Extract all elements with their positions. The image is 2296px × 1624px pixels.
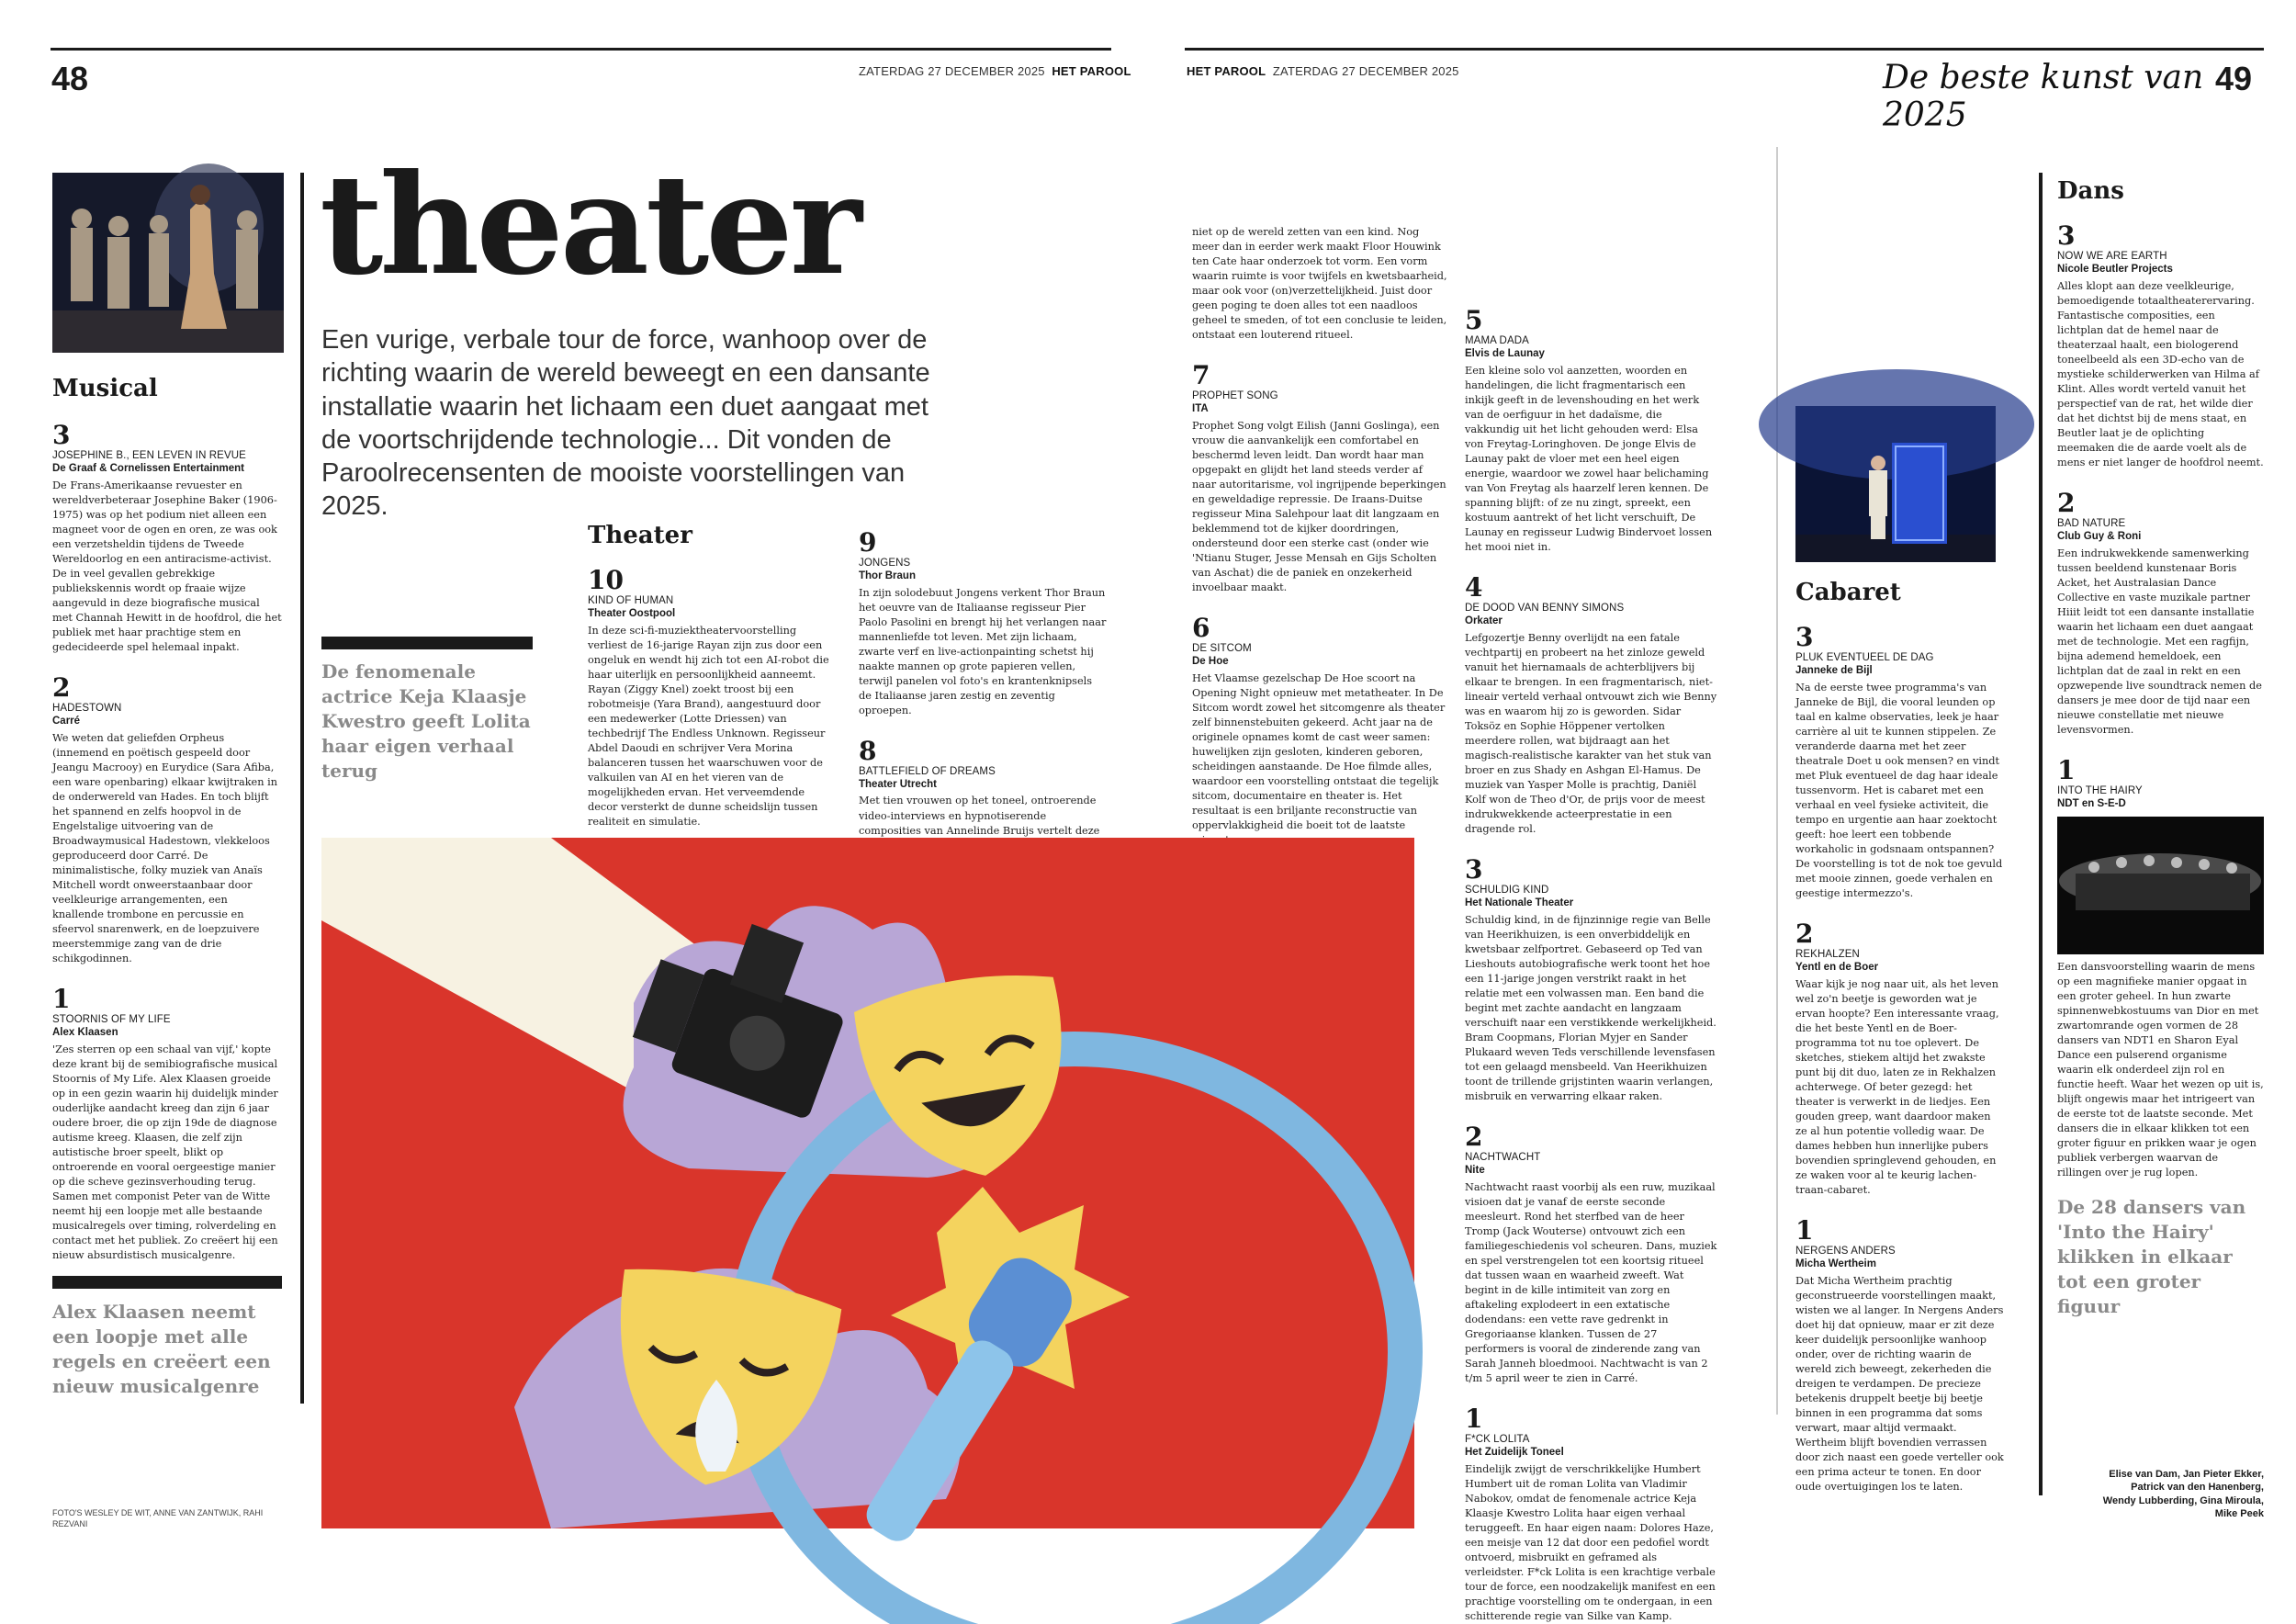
rank: 3 [2057, 220, 2076, 251]
show-review: Een kleine solo vol aanzetten, woorden en handelingen, die licht fragmentarisch een inkijk geeft in de levenshouding en het werk van de oerfiguur in het dadaïsme, die vakkundig uit het licht gehouden werd: Elsa von Freytag-Loringhoven. De jonge Elvis de Launay pakt de vloer met een heel eigen energie, waardoor we zowel haar belichaming van Von Freytag als haarzelf leren kennen. De spanning blijft: of ze nu zingt, spreekt, een kostuum aantrekt of het licht verschuift, De Launay en regisseur Ludwig Bindervoet lossen het mooi niet in. [1465, 364, 1713, 553]
musical-item-3 [52, 420, 282, 655]
show-org: Club Guy & Roni [2057, 530, 2142, 542]
show-title: HADESTOWN [52, 702, 122, 714]
musical-heading: Musical [52, 375, 158, 402]
rank: 5 [1465, 305, 1483, 335]
show-org: Thor Braun [859, 570, 916, 581]
show-title: NACHTWACHT [1465, 1152, 1541, 1164]
show-org: ITA [1192, 403, 1209, 415]
show-org: Nicole Beutler Projects [2057, 263, 2173, 275]
show-review: Een indrukwekkende samenwerking tussen beeldend kunstenaar Boris Acket, het Australasian Dance Collective en vaste muzikale partner Hiiit leidt tot een dansante installatie waarin het lichaam een duet aangaat met de technologie. Met een ragfijn, bijna ademend hemeldoek, een lichtplan dat de zaal in rekt en een opzwepende live soundtrack nemen de dansers je mee door de tijd naar een nieuwe constellatie met nieuwe levensvormen. [2057, 547, 2262, 736]
rank: 1 [1465, 1404, 1483, 1435]
show-review: Eindelijk zwijgt de verschrikkelijke Humbert Humbert uit de roman Lolita van Vladimir Nabokov, omdat de fenomenale actrice Keja Klaasje Kwestro Lolita haar eigen verhaal teruggeeft. En haar eigen naam: Dolores Haze, een meisje van 12 dat door een pedofiel wordt ontvoerd, misbruikt en geframed als verleidster. F*ck Lolita is een krachtige verbale tour de force, een noodzakelijk manifest en een prachtige voorstelling om te ondergaan, in een schitterende regie van Silke van Kamp. [1465, 1462, 1716, 1622]
show-title: MAMA DADA [1465, 335, 1529, 346]
cabaret-item-1 [1795, 1215, 2005, 1494]
theater-heading: Theater [588, 522, 692, 549]
show-review: Schuldig kind, in de fijnzinnige regie van Belle van Heerikhuizen, is een onverbiddelijk en kwetsbaar zelfportret. Gebaseerd op Ted van Lieshouts autobiografische werk toont het hoe een 11-jarige jongen verstrikt raakt in het relatie met een volwassen man. Een band die begint met zachte aandacht en langzaam verschuift naar een verstikkende werkelijkheid. Bram Coopmans, Florian Myjer en Sander Plukaard weven Teds verschillende levensfasen tot een gelaagd mensbeeld. Van Heerikhuizen toont de trillende grijstinten waarin verlangen, misbruik en verwarring elkaar raken. [1465, 913, 1716, 1102]
show-review: In zijn solodebuut Jongens verkent Thor Braun het oeuvre van de Italiaanse regisseur Pier Paolo Pasolini en brengt hij het verlangen naar mannenliefde tot leven. Met zijn lichaam, zwarte verf en live-actionpainting schetst hij naakte mannen op grote papieren vellen, terwijl panelen vol foto's en krantenknipsels de Italiaanse jaren zestig en zeventig oproepen. [859, 586, 1107, 716]
rank: 8 [859, 735, 877, 766]
show-title: PLUK EVENTUEEL DE DAG [1795, 652, 1934, 663]
rank: 9 [859, 527, 877, 558]
header-date: ZATERDAG 27 DECEMBER 2025 [859, 64, 1045, 78]
theater-item-1 [1465, 1406, 1717, 1624]
dans-item-3 [2057, 220, 2264, 470]
show-org: Alex Klaasen [52, 1026, 118, 1038]
show-review: Prophet Song volgt Eilish (Janni Goslinga), een vrouw die aanvankelijk een comfortabel en beschermd leven leidt. Dan wordt haar man opgepakt en glijdt het land steeds verder af naar autoritarisme, vol ingrijpende beperkingen en geweldadige repressie. De Iraans-Duitse regisseur Mina Salehpour laat dit langzaam en beklemmend tot de kijker doordringen, ondersteund door een sterke cast (onder wie 'Ntianu Stuger, Jesse Mensah en Gijs Scholten van Aschat) die de paniek en onzekerheid invoelbaar maakt. [1192, 419, 1446, 594]
show-org: Elvis de Launay [1465, 347, 1545, 359]
dans-heading: Dans [2057, 177, 2124, 205]
theater-item-5 [1465, 305, 1717, 555]
cabaret-item-3 [1795, 622, 2005, 901]
show-org: Carré [52, 715, 81, 727]
theater-illustration [321, 838, 1414, 1528]
rank: 2 [1465, 1122, 1483, 1153]
show-title: STOORNIS OF MY LIFE [52, 1014, 171, 1026]
header-paper-right: HET PAROOL [1187, 64, 1266, 78]
show-title: NOW WE ARE EARTH [2057, 251, 2167, 262]
show-title: JOSEPHINE B., EEN LEVEN IN REVUE [52, 450, 246, 461]
show-org: Theater Oostpool [588, 607, 676, 619]
dans-photo [2057, 817, 2264, 954]
header-date-right: ZATERDAG 27 DECEMBER 2025 [1272, 64, 1459, 78]
cabaret-photo [1795, 406, 1996, 562]
show-review: Lefgozertje Benny overlijdt na een fatale vechtpartij en probeert na het zinloze geweld vanuit het hiernamaals de achterblijvers bij elkaar te brengen. In een fragmentarisch, niet-lineair verteld verhaal ontvouwt zich wie Benny was en waarom hij zo is geworden. Sidar Toksöz en Sophie Höppener vertolken meerdere rollen, wat bijdraagt aan het magisch-realistische karakter van het stuk van broer en zus Shady en Ashgan El-Hamus. De muziek van Yasper Molle is prachtig, Daniël Kolf won de Theo d'Or, de prijs voor de meest indrukwekkende acteerprestatie in een dragende rol. [1465, 631, 1717, 835]
page-number-right: 49 [2215, 60, 2253, 97]
show-review: Na de eerste twee programma's van Janneke de Bijl, die vooral leunden op taal en kalme observaties, leek je haar carrière al uit te kunnen stippelen. Ze veranderde daarna met het zeer theatrale Doet u ook mensen? en vindt met Pluk eventueel de dag haar ideale tussenvorm. Het is cabaret met een verhaal en veel fysieke activiteit, die tempo en urgentie aan haar zoektocht geeft: hoe leert een tobbende workaholic in godsnaam ontspannen? De voorstelling is tot de nok toe gevuld met mooie zinnen, goede verhalen en geestige intermezzo's. [1795, 681, 2003, 900]
show-review: Nachtwacht raast voorbij als een ruw, muzikaal visioen dat je vanaf de eerste seconde meesleurt. Rond het sterfbed van de heer Tromp (Jack Wouterse) ontvouwt zich een familiegeschiedenis vol scheuren. Dans, muziek en spel verstrengelen tot een koortsig ritueel dat tussen waan en waarheid zweeft. Wat begint in de kille intimiteit van zorg en aftakeling explodeert in een extatische dodendans: een vette rave gedrenkt in Gregoriaanse klanken. Tussen de 27 performers is vooral de zinderende zang van Sarah Janneh bloedmooi. Nachtwacht is van 2 t/m 5 april weer te zien in Carré. [1465, 1180, 1717, 1385]
rank: 1 [1795, 1215, 1814, 1246]
show-review: Een dansvoorstelling waarin de mens op een magnifieke manier opgaat in een groter geheel. In hun zwarte spinnenwebkostuums van Dior en met zwartomrande ogen vormen de 28 dansers van NDT1 en Sharon Eyal Dance een pulserend organisme waarin elk onderdeel zijn rol en functie heeft. Waar het wezen op uit is, blijft ongewis maar het intrigeert van de eerste tot de laatste seconde. Met dansers die in elkaar klikken tot een groter figuur en prikken waar je ogen publiek verbergen waarvan de rillingen over je rug lopen. [2057, 960, 2264, 1179]
show-title: JONGENS [859, 558, 911, 569]
show-title: DE DOOD VAN BENNY SIMONS [1465, 603, 1625, 614]
pull-quote-bar [52, 1276, 282, 1289]
show-title: REKHALZEN [1795, 949, 1860, 961]
show-review: 'Zes sterren op een schaal van vijf,' kopte deze krant bij de semibiografische musical Stoornis of My Life. Alex Klaasen groeide op in een gezin waarin hij duidelijk minder ouderlijke aandacht kreeg dan zijn 6 jaar oudere broer, die op zijn 19de de diagnose autisme kreeg. Klaasen, die zelf zijn autistische broer speelt, blikt op ontroerende en vooral oergeestige manier op die scheve gezinsverhouding terug. Samen met componist Peter van de Witte neemt hij een loopje met alle bestaande musicalregels over timing, rolverdeling en contact met het publiek. Zo creëert hij een nieuw absurdistisch musicalgenre. [52, 1043, 278, 1262]
show-title: BATTLEFIELD OF DREAMS [859, 765, 996, 777]
show-org: De Graaf & Cornelissen Entertainment [52, 462, 244, 474]
page-number-left: 48 [51, 60, 89, 97]
rank: 2 [52, 671, 71, 703]
show-org: Het Zuidelijk Toneel [1465, 1446, 1564, 1458]
show-org: Nite [1465, 1164, 1485, 1176]
show-review: Waar kijk je nog naar uit, als het leven wel zo'n beetje is geworden wat je ervan hoopte? Een interessante vraag, die het beste Yentl en de Boer-programma tot nu toe oplevert. De sketches, stiekem altijd het zwakste punt bij dit duo, laten ze in Rekhalzen achterwege. Of beter gezegd: het theater is verwerkt in de liedjes. Een gouden greep, want daardoor maken ze al hun potentie volledig waar. De dames hebben hun innerlijke pubers bovendien springlevend gehouden, en ze waken voor al te keurig lachen-traan-cabaret. [1795, 977, 1999, 1197]
show-review: Alles klopt aan deze veelkleurige, bemoedigende totaaltheaterervaring. Fantastische composities, een lichtplan dat de hemel naar de theaterzaal haalt, een biologerend toneelbeeld als een 3D-echo van de mystieke schilderwerken van Hilma af Klint. Alles wordt verteld vanuit het perspectief van de rat, het wilde dier dat het dichtst bij de mens staat, en Beutler laat je de oplichting meemaken die de aarde voelt als de mens er niet langer de hoofdrol neemt. [2057, 279, 2264, 468]
pull-quote-bar-main [321, 637, 533, 649]
show-review: We weten dat geliefden Orpheus (innemend en poëtisch gespeeld door Jeangu Macrooy) en Eurydice (Sara Afiba, een ware openbaring) elkaar kwijtraken in de onderwereld van Hades. En toch blijft het spannend en zelfs hoopvol in de Engelstalige uitvoering van de Broadwaymusical Hadestown, vlekkeloos geproduceerd door Carré. De minimalistische, folky muziek van Anaïs Mitchell wordt onweerstaanbaar door veelkleurige arrangementen, een knallende trombone en percussie en sfeervol snarenwerk, en de loepzuivere meerstemmige zang van de drie schikgodinnen. [52, 731, 277, 965]
musical-item-1 [52, 984, 282, 1263]
rank: 10 [588, 565, 624, 595]
show-title: SCHULDIG KIND [1465, 885, 1549, 897]
show-title: PROPHET SONG [1192, 390, 1278, 402]
show-title: DE SITCOM [1192, 643, 1252, 655]
rank: 6 [1192, 613, 1210, 644]
show-review: In deze sci-fi-muziektheatervoorstelling verliest de 16-jarige Rayan zijn zus door een ongeluk en wendt hij zich tot een AI-robot die haar uiterlijk en persoonlijkheid aanneemt. Rayan (Ziggy Knel) zoekt troost bij een robotmeisje (Yara Brand), aangestuurd door een medewerker (Lotte Driessen) van techbedrijf The Endless Unknown. Regisseur Abdel Daoudi en schrijver Vera Morina balanceren tussen het waarschuwen voor de valkuilen van AI en het vieren van de mogelijkheden ervan. Het verveemdende decor versterkt de dunne scheidslijn tussen realiteit en simulatie. [588, 624, 829, 828]
show-org: NDT en S-E-D [2057, 797, 2126, 809]
cabaret-item-2 [1795, 921, 2005, 1198]
theater-item-6 [1192, 615, 1449, 848]
show-org: Het Nationale Theater [1465, 897, 1574, 908]
header-paper: HET PAROOL [1052, 64, 1131, 78]
rank: 3 [52, 420, 71, 450]
header-right [1187, 64, 1459, 78]
rank: 1 [2057, 755, 2076, 785]
show-title: KIND OF HUMAN [588, 595, 674, 606]
show-org: Orkater [1465, 615, 1503, 626]
musical-item-2 [52, 671, 282, 966]
theater-item-3 [1465, 854, 1717, 1104]
show-title: NERGENS ANDERS [1795, 1246, 1896, 1257]
rank: 2 [1795, 919, 1814, 950]
show-org: De Hoe [1192, 656, 1229, 668]
dans-item-2 [2057, 488, 2264, 738]
show-title: INTO THE HAIRY [2057, 785, 2143, 796]
theater-continuation: niet op de wereld zetten van een kind. Nog meer dan in eerder werk maakt Floor Houwink ten Cate haar onderzoek tot vorm. Een vorm waarin ruimte is voor twijfels en kwetsbaarheid, maar ook voor (on)verzettelijkheid. Juist door geen poging te doen alles tot een naadloos geheel te smeden, of tot een conclusie te leiden, ontstaat een louterend ritueel. [1192, 226, 1447, 342]
show-org: Janneke de Bijl [1795, 664, 1873, 676]
show-title: BAD NATURE [2057, 518, 2126, 529]
authors-credit: Elise van Dam, Jan Pieter Ekker, Patrick van den Hanenberg, Wendy Lubberding, Gina Miroula, Mike Peek [2102, 1469, 2264, 1519]
musical-pull-quote: Alex Klaasen neemt een loopje met alle regels en creëert een nieuw musicalgenre [52, 1301, 271, 1398]
rank: 7 [1192, 360, 1210, 391]
show-review: Met tien vrouwen op het toneel, ontroerende video-interviews en hypnotiserende composities van Annelinde Bruijs vertelt deze [859, 795, 1100, 837]
theater-item-4 [1465, 572, 1717, 837]
musical-photo [52, 173, 284, 353]
theater-item-10 [588, 565, 836, 829]
rank: 2 [2057, 488, 2076, 518]
intro-text: Een vurige, verbale tour de force, wanhoop over de richting waarin de wereld beweegt en een dansante installatie waarin het lichaam een duet aangaat met de voortschrijdende technologie... Dit vonden de Paroolrecensenten de mooiste voorstellingen van 2025. [321, 325, 930, 522]
main-pull-quote: De fenomenale actrice Keja Klaasje Kwestro geeft Lolita haar eigen verhaal terug [321, 660, 531, 782]
dans-pull-quote: De 28 dansers van 'Into the Hairy' klikken in elkaar tot een groter figuur [2057, 1196, 2246, 1318]
show-org: Yentl en de Boer [1795, 961, 1879, 973]
theater-item-7 [1192, 360, 1449, 595]
dans-item-1 [2057, 755, 2264, 1180]
series-title: De beste kunst van 2025 [1883, 59, 2204, 134]
theater-item-9 [859, 527, 1107, 718]
theater-item-2 [1465, 1124, 1717, 1386]
header-left [859, 64, 1131, 78]
show-org: Micha Wertheim [1795, 1257, 1876, 1269]
photo-credit: FOTO'S WESLEY DE WIT, ANNE VAN ZANTWIJK, RAHI REZVANI [52, 1508, 264, 1528]
show-org: Theater Utrecht [859, 778, 937, 790]
rank: 3 [1465, 854, 1483, 885]
page-headline: theater [320, 144, 859, 306]
show-review: De Frans-Amerikaanse revuester en wereldverbeteraar Josephine Baker (1906-1975) was op het podium niet alleen een magneet voor de ogen en oren, ze was ook een verzetsheldin tijdens de Tweede Wereldoorlog en een antiracisme-activist. De in veel gevallen gebrekkige publiekskennis wordt op fraaie wijze aangevuld in deze biografische musical met Channah Hewitt in de hoofdrol, die het publiek met haar prachtige stem en gedecideerde spel helemaal inpakt. [52, 479, 282, 653]
rank: 3 [1795, 622, 1814, 652]
show-title: F*CK LOLITA [1465, 1434, 1530, 1446]
show-review: Het Vlaamse gezelschap De Hoe scoort na Opening Night opnieuw met metatheater. In De Sitcom wordt zowel het sitcomgenre als theater zelf binnenstebuiten gekeerd. Acht jaar na de originele opnames komt de cast weer samen: huwelijken zijn gesloten, kinderen geboren, scheidingen aanstaande. De Hoe filmde alles, waardoor een voorstelling ontstaat die tegelijk sitcom, documentaire en theater is. Het resultaat is een briljante reconstructie van oppervlakkigheid die boeit tot de laatste [1192, 671, 1446, 832]
rank: 1 [52, 984, 71, 1015]
show-review: Dat Micha Wertheim prachtig geconstrueerde voorstellingen maakt, wisten we al langer. In Nergens Anders doet hij dat opnieuw, maar er zit deze keer duidelijk persoonlijke wanhoop onder, over de richting waarin de wereld zich beweegt, zekerheden die dreigen te verdampen. De precieze betekenis druppelt beetje bij beetje binnen in een programma dat soms verwart, maar altijd vermaakt. Wertheim blijft bovendien verrassen door zich naast een goede verteller ook een prima acteur te tonen. En door oude overtuigingen los te laten. [1795, 1274, 2004, 1494]
rank: 4 [1465, 572, 1483, 603]
cabaret-heading: Cabaret [1795, 579, 1901, 606]
